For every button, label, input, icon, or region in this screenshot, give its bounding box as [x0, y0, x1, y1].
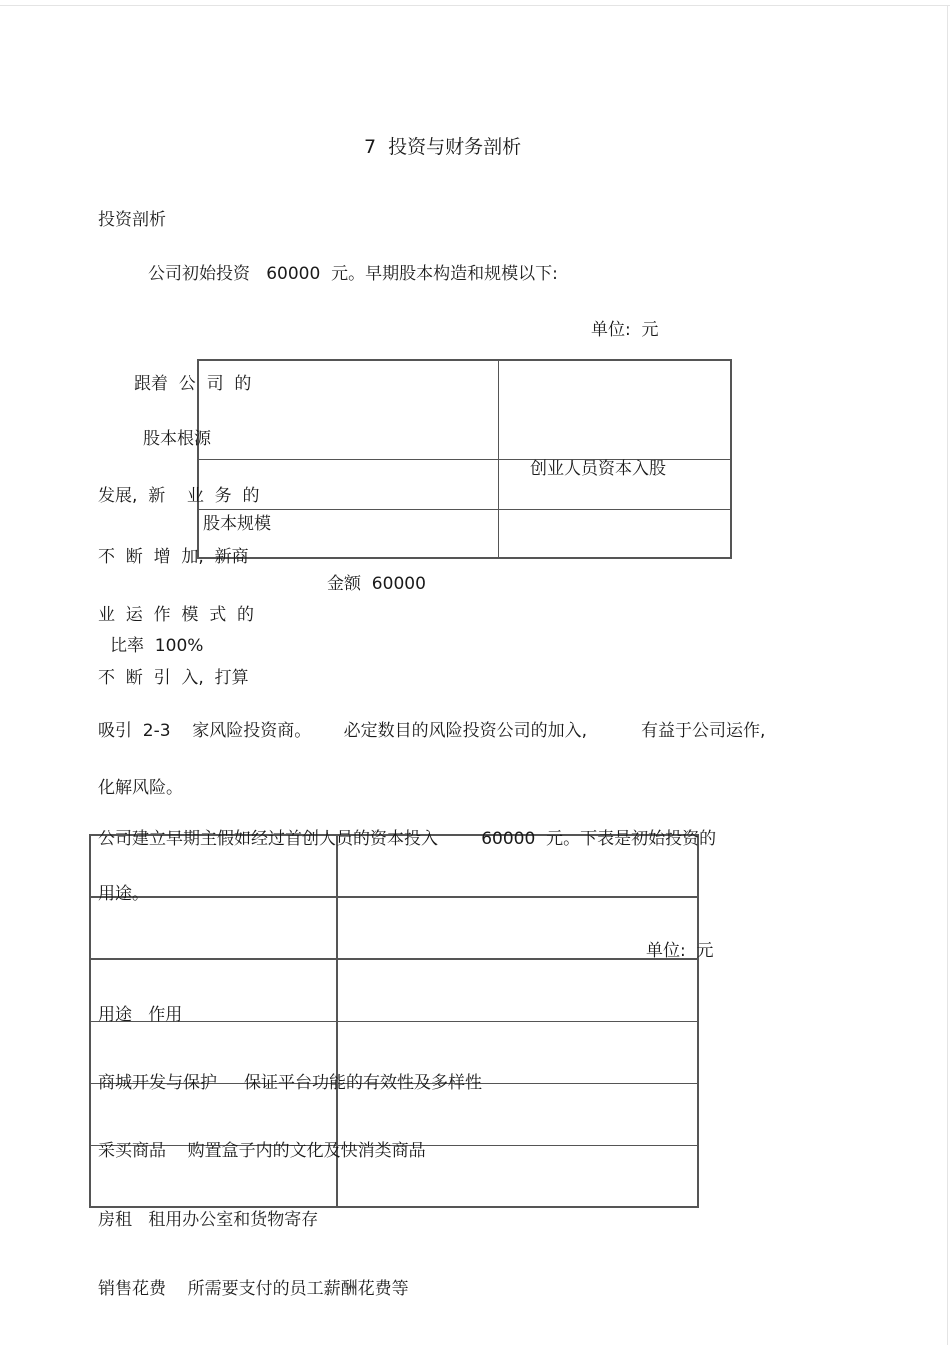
paragraph-line: 用途。 — [98, 884, 149, 904]
side-text-line: 不 断 引 入, 打算 — [98, 668, 249, 688]
unit-label: 单位: 元 — [591, 320, 659, 340]
equity-source-label: 跟着 公 司 的 — [134, 374, 252, 394]
intro-line: 公司初始投资 60000 元。早期股本构造和规模以下: — [148, 264, 558, 284]
equity-amount: 金额 60000 — [327, 574, 426, 594]
usage-row: 用途 作用 — [98, 1005, 183, 1025]
equity-scale-label: 股本规模 — [203, 514, 271, 534]
section-heading: 投资剖析 — [98, 210, 166, 230]
side-text-line: 不 断 增 加, 新商 — [98, 547, 249, 567]
usage-row: 销售花费 所需要支付的员工薪酬花费等 — [98, 1279, 409, 1299]
equity-ratio: 比率 100% — [110, 636, 204, 656]
usage-row: 商城开发与保护 保证平台功能的有效性及多样性 — [98, 1073, 483, 1093]
page-border-top — [0, 5, 950, 6]
paragraph-line: 吸引 2-3 家风险投资商。 必定数目的风险投资公司的加入, 有益于公司运作, — [98, 721, 766, 741]
paragraph-line: 公司建立早期主假如经过首创人员的资本投入 60000 元。下表是初始投资的 — [98, 829, 717, 849]
side-text-line: 业 运 作 模 式 的 — [98, 605, 255, 625]
usage-row: 采买商品 购置盒子内的文化及快消类商品 — [98, 1141, 426, 1161]
document-title: 7 投资与财务剖析 — [364, 136, 522, 158]
usage-row: 房租 租用办公室和货物寄存 — [98, 1210, 319, 1230]
side-text-line: 发展, 新 业 务 的 — [98, 486, 260, 506]
equity-source-label-2: 股本根源 — [143, 429, 211, 449]
paragraph-line: 化解风险。 — [98, 778, 183, 798]
unit-label: 单位: 元 — [646, 941, 714, 961]
equity-source-value: 创业人员资本入股 — [530, 459, 666, 479]
page-border-right — [947, 5, 948, 1345]
